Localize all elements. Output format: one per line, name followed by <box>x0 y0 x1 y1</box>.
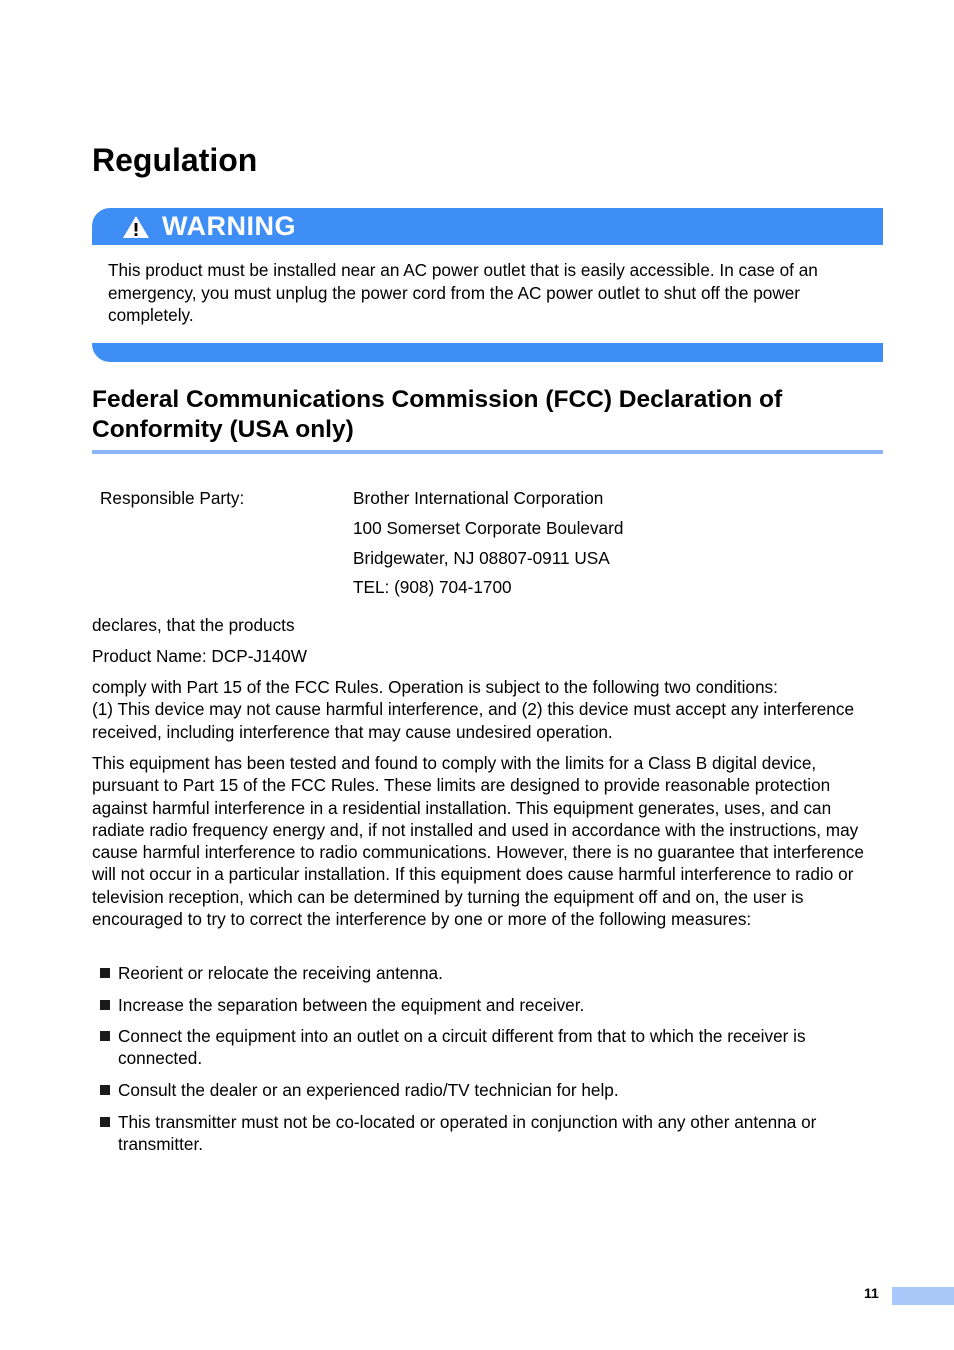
page-tab-marker <box>892 1287 954 1305</box>
bullet-square-icon <box>100 1085 110 1095</box>
compliance-paragraph <box>92 676 883 743</box>
bullet-square-icon <box>100 1117 110 1127</box>
warning-footer-bar <box>92 343 883 362</box>
list-item: Increase the separation between the equipment and receiver. <box>118 995 585 1015</box>
page-number: 11 <box>864 1285 879 1301</box>
responsible-party-phone: TEL: (908) 704-1700 <box>353 577 512 597</box>
declares-text: declares, that the products <box>92 615 295 635</box>
compliance-line-1: comply with Part 15 of the FCC Rules. Operation is subject to the following two conditions: <box>92 677 778 697</box>
section-divider <box>92 450 883 454</box>
list-item: Consult the dealer or an experienced radio/TV technician for help. <box>118 1080 619 1100</box>
warning-text: This product must be installed near an AC power outlet that is easily accessible. In case of an emergency, you must unplug the power cord from the AC power outlet to shut off the power completely. <box>108 260 818 325</box>
compliance-line-2: (1) This device may not cause harmful interference, and (2) this device must accept any interference received, including interference that may cause undesired operation. <box>92 699 855 742</box>
bullet-square-icon <box>100 1000 110 1010</box>
list-item: This transmitter must not be co-located or operated in conjunction with any other antenna or transmitter. <box>118 1112 817 1155</box>
warning-label: WARNING <box>162 211 296 241</box>
section-heading-line-2: Conformity (USA only) <box>92 416 354 443</box>
section-heading <box>92 385 883 445</box>
warning-triangle-icon <box>122 215 150 239</box>
responsible-party-city: Bridgewater, NJ 08807-0911 USA <box>353 548 610 568</box>
list-item: Reorient or relocate the receiving antenna. <box>118 963 443 983</box>
page-title: Regulation <box>92 142 258 178</box>
section-heading-line-1: Federal Communications Commission (FCC) Declaration of <box>92 386 783 413</box>
responsible-party-label: Responsible Party: <box>100 488 245 508</box>
responsible-party-street: 100 Somerset Corporate Boulevard <box>353 518 624 538</box>
equipment-paragraph: This equipment has been tested and found to comply with the limits for a Class B digital device, pursuant to Part 15 of the FCC Rules. These limits are designed to provide reasonable protection against harmful interference in a residential installation. This equipment generates, uses, and can radiate radio frequency energy and, if not installed and used in accordance with the instructions, may cause harmful interference to radio communications. However, there is no guarantee that interference will not occur in a particular installation. If this equipment does cause harmful interference to radio or television reception, which can be determined by turning the equipment off and on, the user is encouraged to try to correct the interference by one or more of the following measures: <box>92 753 864 930</box>
bullet-square-icon <box>100 968 110 978</box>
responsible-party-company: Brother International Corporation <box>353 488 604 508</box>
warning-header <box>92 208 883 245</box>
product-name: Product Name: DCP-J140W <box>92 646 307 666</box>
list-item: Connect the equipment into an outlet on a circuit different from that to which the receiver is connected. <box>118 1026 806 1069</box>
bullet-square-icon <box>100 1031 110 1041</box>
